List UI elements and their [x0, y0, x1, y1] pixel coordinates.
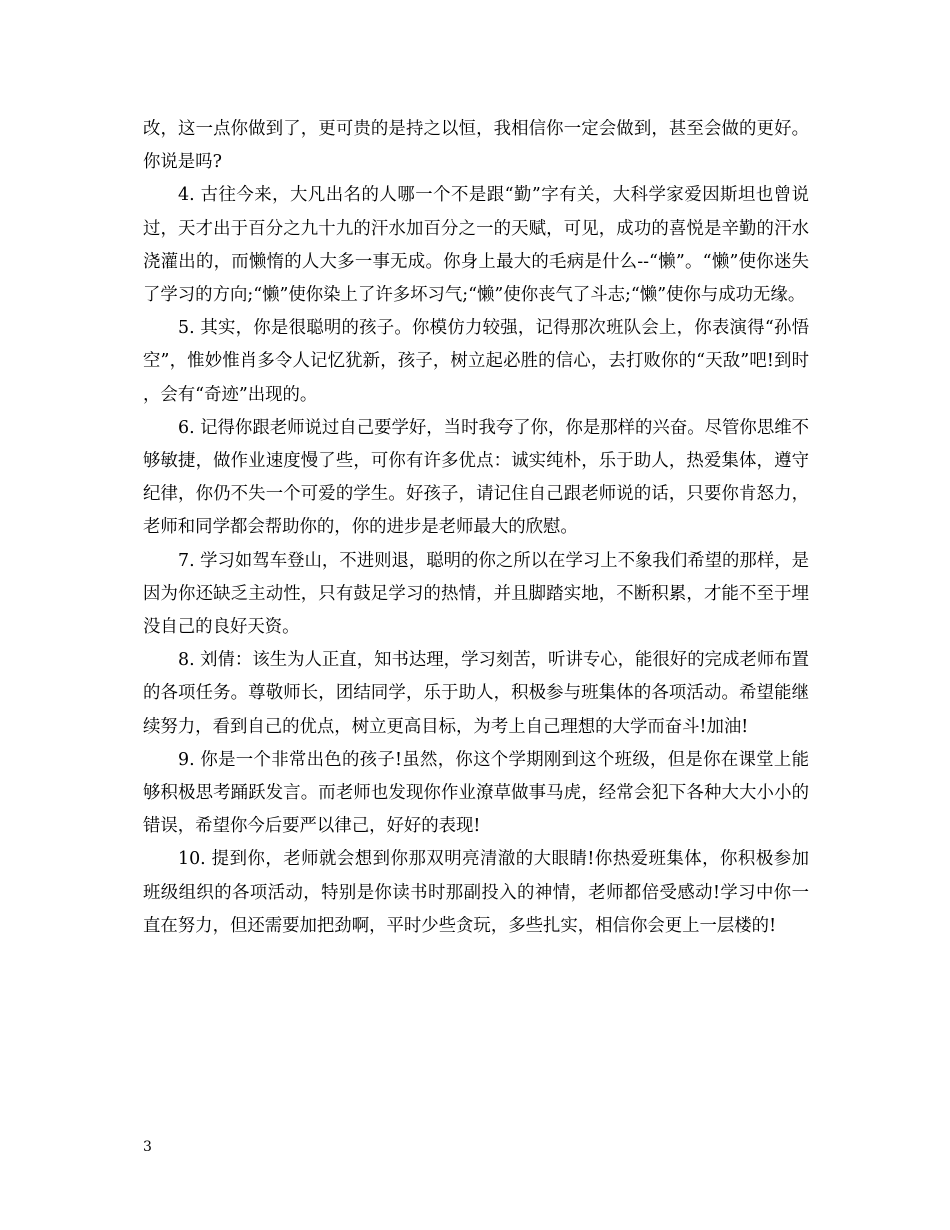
paragraph-item-6: 6. 记得你跟老师说过自己要学好，当时我夸了你，你是那样的兴奋。尽管你思维不够敏捷，做作业速度慢了些，可你有许多优点：诚实纯朴，乐于助人，热爱集体，遵守纪律，你仍不失一个可爱的学生。好孩子，请记住自己跟老师说的话，只要你肯怒力，老师和同学都会帮助你的，你的进步是老师最大的欣慰。 [143, 417, 809, 538]
paragraph-item-10: 10. 提到你，老师就会想到你那双明亮清澈的大眼睛!你热爱班集体，你积极参加班级组织的各项活动，特别是你读书时那副投入的神情，老师都倍受感动!学习中你一直在努力，但还需要加把劲啊，平时少些贪玩，多些扎实，相信你会更上一层楼的! [143, 849, 809, 936]
paragraph-item-8: 8. 刘倩：该生为人正直，知书达理，学习刻苦，听讲专心，能很好的完成老师布置的各项任务。尊敬师长，团结同学，乐于助人，积极参与班集体的各项活动。希望能继续努力，看到自己的优点，树立更高目标，为考上自己理想的大学而奋斗!加油! [143, 650, 809, 737]
paragraph-item-7: 7. 学习如驾车登山，不进则退，聪明的你之所以在学习上不象我们希望的那样，是因为你还缺乏主动性，只有鼓足学习的热情，并且脚踏实地，不断积累，才能不至于埋没自己的良好天资。 [143, 550, 809, 638]
page-number: 3 [143, 1139, 152, 1155]
paragraph-item-9: 9. 你是一个非常出色的孩子!虽然，你这个学期刚到这个班级，但是你在课堂上能够积极思考踊跃发言。而老师也发现你作业潦草做事马虎，经常会犯下各种大大小小的错误，希望你今后要严以律己，好好的表现! [143, 749, 809, 837]
paragraph-item-5: 5. 其实，你是很聪明的孩子。你模仿力较强，记得那次班队会上，你表演得“孙悟空”，惟妙惟肖多令人记忆犹新，孩子，树立起必胜的信心，去打败你的“天敌”吧!到时，会有“奇迹”出现的。 [143, 318, 809, 405]
document-body [143, 113, 809, 943]
paragraph-item-4: 4. 古往今来，大凡出名的人哪一个不是跟“勤”字有关，大科学家爱因斯坦也曾说过，天才出于百分之九十九的汗水加百分之一的天赋，可见，成功的喜悦是辛勤的汗水浇灌出的，而懒惰的人大多一事无成。你身上最大的毛病是什么--“懒”。“懒”使你迷失了学习的方向;“懒”使你染上了许多坏习气;“懒”使你丧气了斗志;“懒”使你与成功无缘。 [143, 185, 809, 306]
paragraph-continuation: 改，这一点你做到了，更可贵的是持之以恒，我相信你一定会做到，甚至会做的更好。你说是吗? [143, 119, 809, 173]
